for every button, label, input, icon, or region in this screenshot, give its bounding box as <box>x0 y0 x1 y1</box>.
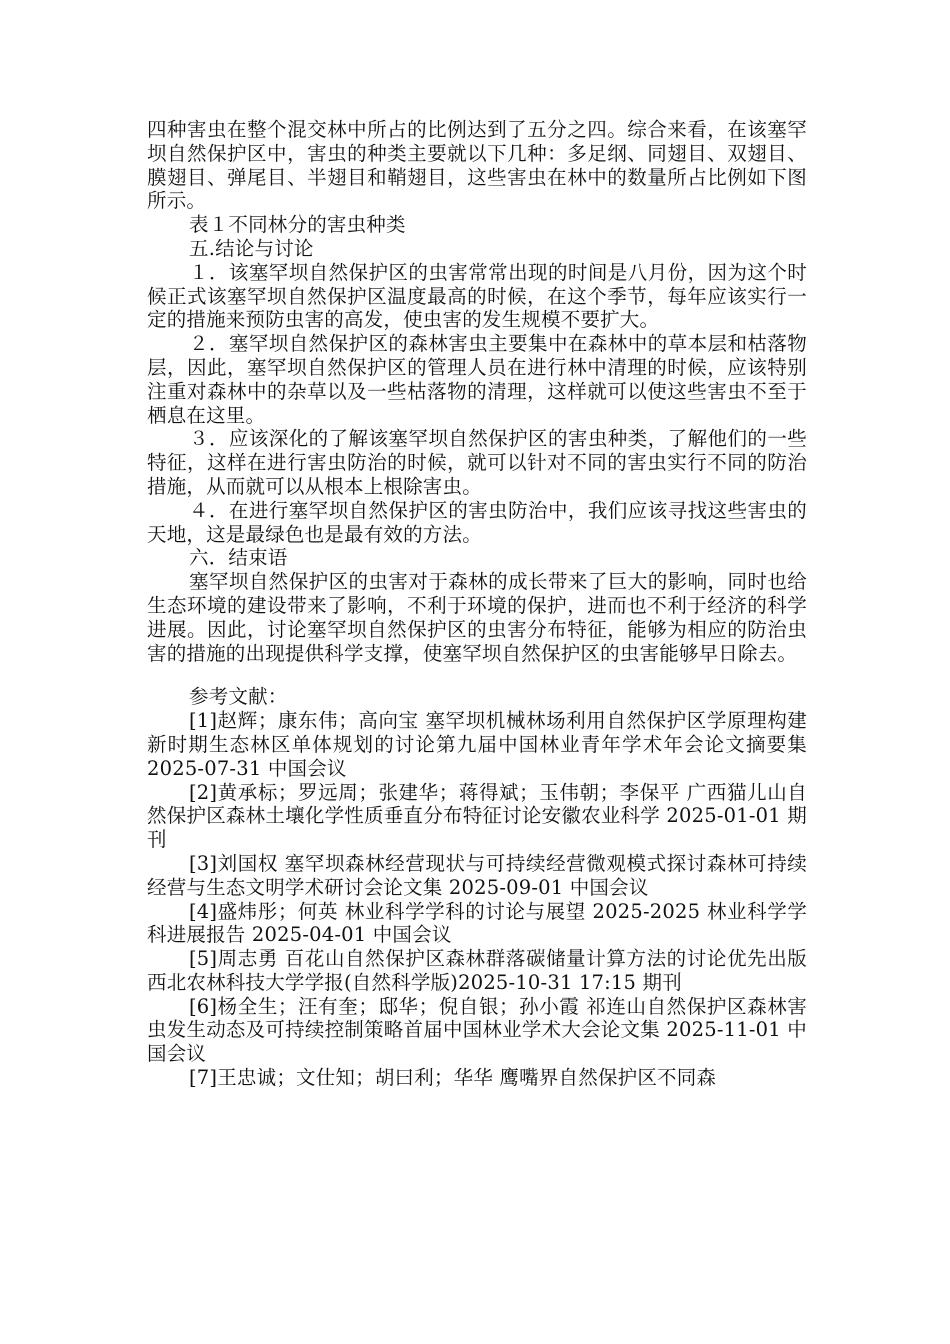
conclusion-item-2: ２．塞罕坝自然保护区的森林害虫主要集中在森林中的草本层和枯落物层，因此，塞罕坝自然保护区的管理人员在进行林中清理的时候，应该特别注重对森林中的杂草以及一些枯落物的清理，这样就可以使这些害虫不至于栖息在这里。 <box>147 332 807 427</box>
reference-item: [4]盛炜彤；何英 林业科学学科的讨论与展望 2025-2025 林业科学学科进展报告 2025-04-01 中国会议 <box>147 899 807 947</box>
reference-item: [3]刘国权 塞罕坝森林经营现状与可持续经营微观模式探讨森林可持续经营与生态文明学术研讨会论文集 2025-09-01 中国会议 <box>147 851 807 899</box>
references-heading: 参考文献： <box>189 685 288 709</box>
table-caption: 表１不同林分的害虫种类 <box>189 213 406 237</box>
body-paragraph: 四种害虫在整个混交林中所占的比例达到了五分之四。综合来看，在该塞罕坝自然保护区中，害虫的种类主要就以下几种：多足纲、同翅目、双翅目、膜翅目、弹尾目、半翅目和鞘翅目，这些害虫在林中的数量所占比例如下图所示。 <box>147 118 807 213</box>
reference-item: [5]周志勇 百花山自然保护区森林群落碳储量计算方法的讨论优先出版西北农林科技大学学报(自然科学版)2025-10-31 17:15 期刊 <box>147 947 807 994</box>
conclusion-item-3: ３．应该深化的了解该塞罕坝自然保护区的害虫种类，了解他们的一些特征，这样在进行害虫防治的时候，就可以针对不同的害虫实行不同的防治措施，从而就可以从根本上根除害虫。 <box>147 427 807 498</box>
conclusion-item-4: ４．在进行塞罕坝自然保护区的害虫防治中，我们应该寻找这些害虫的天地，这是最绿色也是最有效的方法。 <box>147 498 807 546</box>
section-heading-closing: 六．结束语 <box>189 546 288 570</box>
spacer <box>147 665 807 685</box>
document-page <box>147 118 807 1090</box>
reference-item: [7]王忠诚；文仕知；胡曰利；华华 鹰嘴界自然保护区不同森 <box>189 1066 717 1090</box>
reference-item: [2]黄承标；罗远周；张建华；蒋得斌；玉伟朝；李保平 广西猫儿山自然保护区森林土壤化学性质垂直分布特征讨论安徽农业科学 2025-01-01 期刊 <box>147 780 807 852</box>
reference-item: [1]赵辉；康东伟；高向宝 塞罕坝机械林场利用自然保护区学原理构建新时期生态林区单体规划的讨论第九届中国林业青年学术年会论文摘要集 2025-07-31 中国会议 <box>147 709 807 780</box>
closing-paragraph: 塞罕坝自然保护区的虫害对于森林的成长带来了巨大的影响，同时也给生态环境的建设带来了影响，不利于环境的保护，进而也不利于经济的科学进展。因此，讨论塞罕坝自然保护区的虫害分布特征，能够为相应的防治虫害的措施的出现提供科学支撑，使塞罕坝自然保护区的虫害能够早日除去。 <box>147 570 807 665</box>
reference-item: [6]杨全生；汪有奎；邸华；倪自银；孙小霞 祁连山自然保护区森林害虫发生动态及可持续控制策略首届中国林业学术大会论文集 2025-11-01 中国会议 <box>147 994 807 1066</box>
section-heading-conclusion: 五.结论与讨论 <box>189 236 314 260</box>
conclusion-item-1: １．该塞罕坝自然保护区的虫害常常出现的时间是八月份，因为这个时候正式该塞罕坝自然保护区温度最高的时候，在这个季节，每年应该实行一定的措施来预防虫害的高发，使虫害的发生规模不要扩大。 <box>147 260 807 332</box>
